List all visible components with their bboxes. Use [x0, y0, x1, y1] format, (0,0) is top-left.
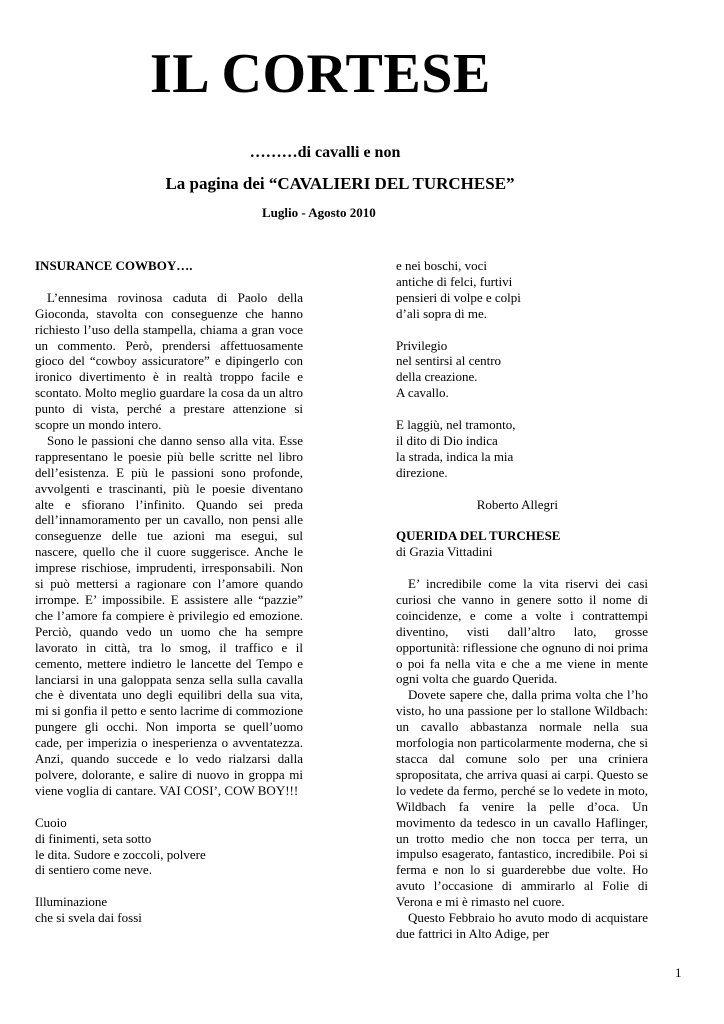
poem-line: Illuminazione	[35, 894, 108, 910]
article-paragraph: E’ incredibile come la vita riservi dei casi curiosi che vanno in genere sotto il nome di coincidenze, e come a volte i contrattempi diventino, visti dall’altro lato, grosse opportunità: riflessione che ognuno di noi prima o poi fa nella vita e che a me viene in mente ogni volta che guardo Querida.	[396, 576, 648, 687]
poem-line: che si svela dai fossi	[35, 910, 142, 926]
poem-line: nel sentirsi al centro	[396, 353, 502, 369]
poem-line: E laggiù, nel tramonto,	[396, 417, 516, 433]
poem-line: Privilegio	[396, 337, 448, 353]
poem-line: d’ali sopra di me.	[396, 305, 487, 321]
poem-line: A cavallo.	[396, 385, 449, 401]
poem-line: antiche di felci, furtivi	[396, 273, 513, 289]
right-column	[396, 258, 648, 942]
poem-line: di finimenti, seta sotto	[35, 830, 152, 846]
newspaper-subtitle: ………di cavalli e non	[249, 144, 401, 161]
poem-line: di sentiero come neve.	[35, 862, 152, 878]
article-paragraph: Dovete sapere che, dalla prima volta che l’ho visto, ho una passione per lo stallone Wildbach: un cavallo abbastanza normale nella sua morfologia non particolarmente moderna, che si stacca dal comune solo per una criniera spropositata, che arriva quasi ai carpi. Questo se lo vedete da fermo, perché se lo vedete in moto, Wildbach fa venire la pelle d’oca. Un movimento da tedesco in un cavallo Haflinger, un trotto medio che non tocca per terra, un impulso esagerato, fantastico, incredibile. Poi si ferma e non lo si guarderebbe due volte. Ho avuto l’occasione di ammirarlo al Folie di Verona e mi è rimasto nel cuore.	[396, 687, 648, 910]
article-byline: di Grazia Vittadini	[396, 544, 493, 560]
poem-line: Cuoio	[35, 814, 67, 830]
poem-line: le dita. Sudore e zoccoli, polvere	[35, 846, 206, 862]
poem-author: Roberto Allegri	[476, 496, 558, 512]
page-line: La pagina dei “CAVALIERI DEL TURCHESE”	[165, 174, 515, 193]
article-paragraph: L’ennesima rovinosa caduta di Paolo della Gioconda, stavolta con conseguenze che hanno richiesto l’uso della stampella, chiama a gran voce un commento. Però, prendersi affettuosamente gioco del “cowboy assicuratore” e dipingerlo con ironico divertimento è in realtà troppo facile e scontato. Molto meglio guardare la cosa da un altro punto di vista, perché a prestare attenzione si scopre un mondo intero.	[35, 289, 303, 433]
issue-date: Luglio - Agosto 2010	[262, 205, 376, 220]
poem-line: la strada, indica la mia	[396, 448, 514, 464]
poem-line: direzione.	[396, 464, 448, 480]
article-paragraph: Questo Febbraio ho avuto modo di acquistare due fattrici in Alto Adige, per	[396, 910, 648, 941]
poem-line: e nei boschi, voci	[396, 258, 487, 273]
article-title: QUERIDA DEL TURCHESE	[396, 528, 561, 544]
article-title: INSURANCE COWBOY….	[35, 258, 193, 273]
left-column	[35, 258, 303, 926]
article-paragraph: Sono le passioni che danno senso alla vita. Esse rappresentano le poesie più belle scritte nel libro dell’esistenza. E più le passioni sono profonde, avvolgenti e trascinanti, più le poesie diventano alte e sfiorano l’infinito. Quando sei preda dell’innamoramento per un cavallo, non pensi alle conseguenze delle tue azioni ma esegui, sul nascere, quello che il cuore suggerisce. Anche le imprese rischiose, imprudenti, irresponsabili. Non si può mettersi a ragionare con l’amore quando irrompe. E’ impossibile. E assistere alle “pazzie” che l’amore fa compiere è privilegio ed emozione. Perciò, quando vedo un uomo che ha sempre lavorato in città, tra lo smog, il traffico e il cemento, mettere indietro le lancette del Tempo e lanciarsi in una galoppata senza sella sulla cavalla che è diventata uno degli equilibri della sua vita, mi si gonfia il petto e sento lacrime di commozione pungere gli occhi. Non importa se quell’uomo cade, per imperizia o inesperienza o avventatezza. Anzi, quando succede e lo vedo rialzarsi dalla polvere, dolorante, e salire di nuovo in groppa mi viene voglia di cantare. VAI COSI’, COW BOY!!!	[35, 432, 303, 798]
newspaper-title: IL CORTESE	[150, 43, 491, 105]
poem-line: della creazione.	[396, 369, 478, 385]
poem-line: il dito di Dio indica	[396, 432, 498, 448]
poem-line: pensieri di volpe e colpi	[396, 289, 521, 305]
page-number: 1	[675, 965, 682, 980]
